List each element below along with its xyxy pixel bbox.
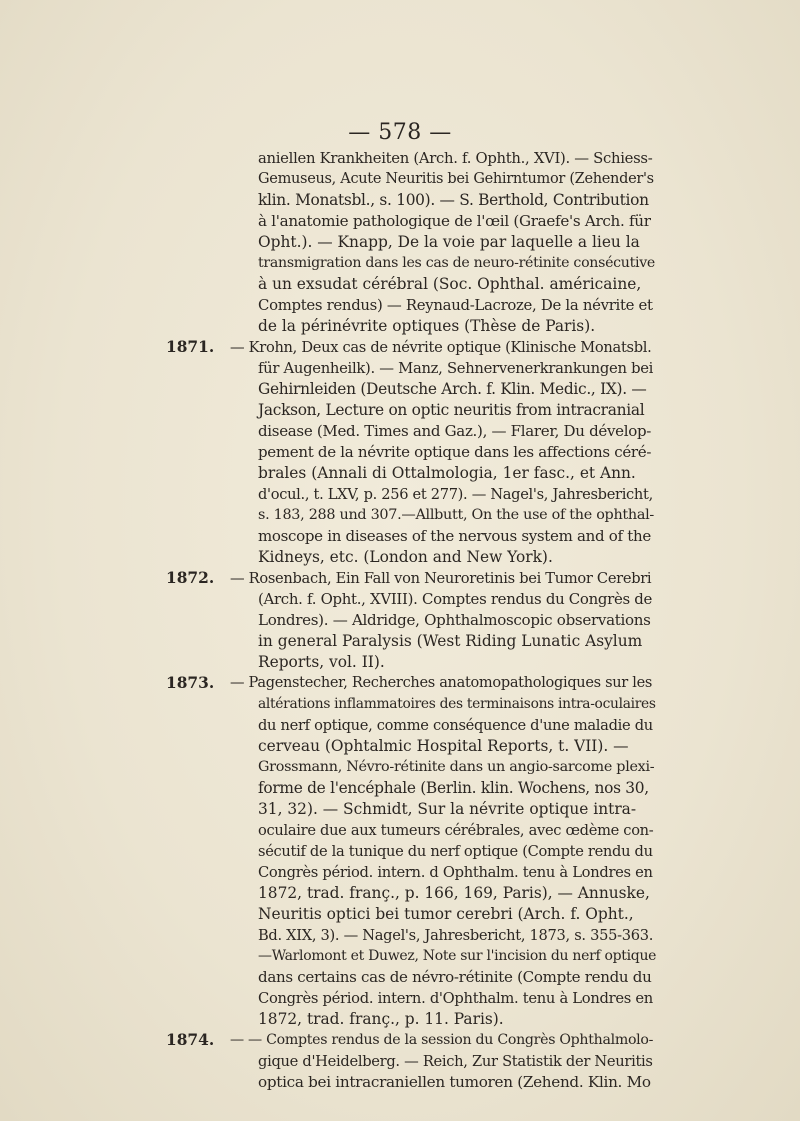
line-text: dans certains cas de névro-rétinite (Compte rendu du [258, 968, 652, 986]
line-text: für Augenheilk). — Manz, Sehnervenerkrankungen bei [258, 360, 654, 377]
text-line [180, 925, 654, 946]
text-line [180, 883, 650, 904]
text-line [180, 400, 650, 421]
text-line [180, 1051, 653, 1072]
line-text: sécutif de la tunique du nerf optique (Compte rendu du [258, 843, 653, 860]
text-line [180, 904, 650, 925]
text-line [180, 379, 650, 400]
line-text: — Rosenbach, Ein Fall von Neuroretinis bei Tumor Cerebri [230, 570, 652, 587]
text-line [180, 988, 653, 1009]
text-line [180, 358, 654, 379]
line-text: aniellen Krankheiten (Arch. f. Ophth., XVI). — Schiess- [258, 150, 653, 167]
text-line [180, 757, 655, 778]
line-text: oculaire due aux tumeurs cérébrales, avec œdème con- [258, 822, 654, 839]
text-line [180, 967, 650, 988]
text-line [180, 694, 656, 715]
line-text: cerveau (Ophtalmic Hospital Reports, t. VII). — [258, 737, 629, 755]
line-text: 1872, trad. franç., p. 166, 169, Paris), — Annuske, [258, 884, 650, 902]
line-text: Gemuseus, Acute Neuritis bei Gehirntumor (Zehender's [258, 171, 654, 187]
line-text: Jackson, Lecture on optic neuritis from intracranial [258, 401, 645, 419]
line-text: moscope in diseases of the nervous system and of the [258, 527, 651, 545]
line-text: gique d'Heidelberg. — Reich, Zur Statistik der Neuritis [258, 1053, 653, 1070]
text-line [180, 484, 653, 505]
bibliography-text [166, 148, 657, 1093]
line-text: — — Comptes rendus de la session du Congrès Ophthalmolo- [230, 1032, 654, 1048]
text-line [180, 1009, 650, 1030]
text-line [180, 232, 650, 253]
line-text: Grossmann, Névro-rétinite dans un angio-sarcome plexi- [258, 759, 655, 775]
line-text: in general Paralysis (West Riding Lunatic Asylum [258, 632, 643, 650]
line-text: —Warlomont et Duwez, Note sur l'incision du nerf optique [258, 948, 657, 964]
text-line [180, 652, 650, 673]
line-text: pement de la névrite optique dans les affections céré- [258, 443, 652, 461]
text-line [180, 463, 650, 484]
text-line [180, 526, 650, 547]
line-text: Congrès périod. intern. d'Ophthalm. tenu à Londres en [258, 990, 653, 1007]
line-text: transmigration dans les cas de neuro-rétinite consécutive [258, 255, 655, 271]
line-text: forme de l'encéphale (Berlin. klin. Wochens, nos 30, [258, 779, 649, 797]
text-line [166, 673, 653, 694]
line-text: Londres). — Aldridge, Ophthalmoscopic observations [258, 611, 651, 629]
text-line [180, 190, 650, 211]
text-line [166, 337, 652, 358]
text-line [180, 442, 650, 463]
text-line [180, 505, 654, 526]
text-line [180, 778, 650, 799]
line-text: de la périnévrite optiques (Thèse de Paris). [258, 317, 596, 335]
line-text: Bd. XIX, 3). — Nagel's, Jahresbericht, 1873, s. 355-363. [258, 927, 654, 944]
line-text: brales (Annali di Ottalmologia, 1er fasc., et Ann. [258, 464, 636, 482]
line-text: Neuritis optici bei tumor cerebri (Arch. f. Opht., [258, 905, 634, 923]
line-text: s. 183, 288 und 307.—Allbutt, On the use of the ophthal- [258, 507, 654, 523]
line-text: Comptes rendus) — Reynaud-Lacroze, De la névrite et [258, 296, 653, 314]
year-label: 1871. [166, 338, 215, 356]
text-line [180, 715, 653, 736]
text-line [180, 946, 657, 967]
line-text: du nerf optique, comme conséquence d'une maladie du [258, 717, 653, 734]
text-line [180, 820, 654, 841]
text-line [180, 316, 650, 337]
text-line [166, 1030, 654, 1051]
line-text: Opht.). — Knapp, De la voie par laquelle a lieu la [258, 233, 640, 251]
line-text: — Pagenstecher, Recherches anatomopathologiques sur les [230, 675, 653, 691]
line-text: Gehirnleiden (Deutsche Arch. f. Klin. Medic., IX). — [258, 380, 647, 398]
line-text: à un exsudat cérébral (Soc. Ophthal. américaine, [258, 275, 642, 293]
text-line [180, 274, 650, 295]
text-line [166, 568, 652, 589]
text-line [180, 253, 655, 274]
text-line [180, 1072, 650, 1093]
text-line [180, 862, 653, 883]
text-line [180, 799, 650, 820]
text-line [180, 295, 653, 316]
text-line [180, 631, 650, 652]
text-line [180, 211, 650, 232]
page-number: — 578 — [348, 120, 452, 145]
text-line [180, 841, 653, 862]
line-text: à l'anatomie pathologique de l'œil (Graefe's Arch. für [258, 212, 651, 230]
year-label: 1872. [166, 569, 215, 587]
line-text: Congrès périod. intern. d Ophthalm. tenu à Londres en [258, 864, 653, 881]
line-text: 1872, trad. franç., p. 11. Paris). [258, 1010, 504, 1028]
text-line [180, 736, 650, 757]
line-text: d'ocul., t. LXV, p. 256 et 277). — Nagel's, Jahresbericht, [258, 486, 653, 503]
line-text: 31, 32). — Schmidt, Sur la névrite optique intra- [258, 800, 637, 818]
text-line [180, 610, 650, 631]
year-label: 1874. [166, 1031, 215, 1049]
line-text: optica bei intracraniellen tumoren (Zehend. Klin. Mo [258, 1073, 651, 1091]
year-label: 1873. [166, 674, 215, 692]
line-text: — Krohn, Deux cas de névrite optique (Klinische Monatsbl. [230, 339, 652, 356]
line-text: (Arch. f. Opht., XVIII). Comptes rendus du Congrès de [258, 590, 653, 608]
line-text: klin. Monatsbl., s. 100). — S. Berthold, Contribution [258, 191, 649, 209]
line-text: disease (Med. Times and Gaz.), — Flarer, Du dévelop- [258, 422, 652, 440]
text-line [180, 547, 650, 568]
line-text: altérations inflammatoires des terminaisons intra-oculaires [258, 696, 656, 712]
text-line [180, 148, 653, 169]
text-line [180, 169, 654, 190]
line-text: Kidneys, etc. (London and New York). [258, 548, 553, 566]
text-line [180, 421, 650, 442]
line-text: Reports, vol. II). [258, 653, 385, 671]
text-line [180, 589, 653, 610]
